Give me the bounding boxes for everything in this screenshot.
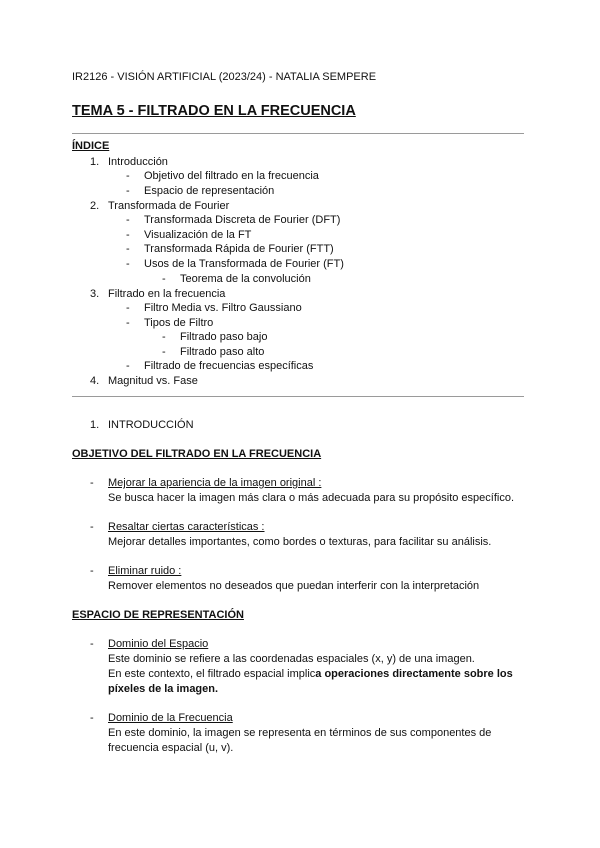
- document-page: IR2126 - VISIÓN ARTIFICIAL (2023/24) - NATALIA SEMPERE TEMA 5 - FILTRADO EN LA FRECUENCIA ÍNDICE 1. Introducción - Objetivo del filtrado en la frecuencia - Espacio de representación 2. Transformada de Fourier - Transformada Discreta de Fourier (DFT) - Visualización de la FT - Transformada Rápida de Fourier (FTT) - Usos de la Transformada de Fourier (FT) - Teorema de la convolución 3. Filtrado en la frecuencia - Filtro Media vs. Filtro Gaussiano - Tipos de Filtro - Filtrado paso bajo - Filtrado paso alto - Filtrado de frecuencias específicas 4. Magnitud vs. Fase 1. INTRODUCCIÓN OBJETIVO DEL FILTRADO EN LA FRECUENCIA - Mejorar la apariencia de la imagen original : Se busca hacer la imagen más clara o más adecuada para su propósito específico. - Resaltar ciertas características : Mejorar detalles importantes, como bordes o texturas, para facilitar su análisis. - Eliminar ruido : Remover elementos no deseados que puedan interferir con la interpretación ESPACIO DE REPRESENTACIÓN - Dominio del Espacio Este dominio se refiere a las coordenadas espaciales (x, y) de una imagen. En este contexto, el filtrado espacial implica operaciones directamente sobre los píxeles de la imagen. - Dominio de la Frecuencia En este dominio, la imagen se representa en términos de sus componentes de frecuencia espacial (u, v).: [0, 0, 600, 848]
- divider-top: [72, 133, 524, 134]
- divider-index: [72, 396, 524, 397]
- index-heading: ÍNDICE: [72, 140, 110, 152]
- espacio-heading: ESPACIO DE REPRESENTACIÓN: [72, 609, 244, 621]
- page-title: TEMA 5 - FILTRADO EN LA FRECUENCIA: [72, 103, 356, 119]
- objetivo-heading: OBJETIVO DEL FILTRADO EN LA FRECUENCIA: [72, 448, 322, 460]
- page-header: IR2126 - VISIÓN ARTIFICIAL (2023/24) - NATALIA SEMPERE: [72, 71, 377, 83]
